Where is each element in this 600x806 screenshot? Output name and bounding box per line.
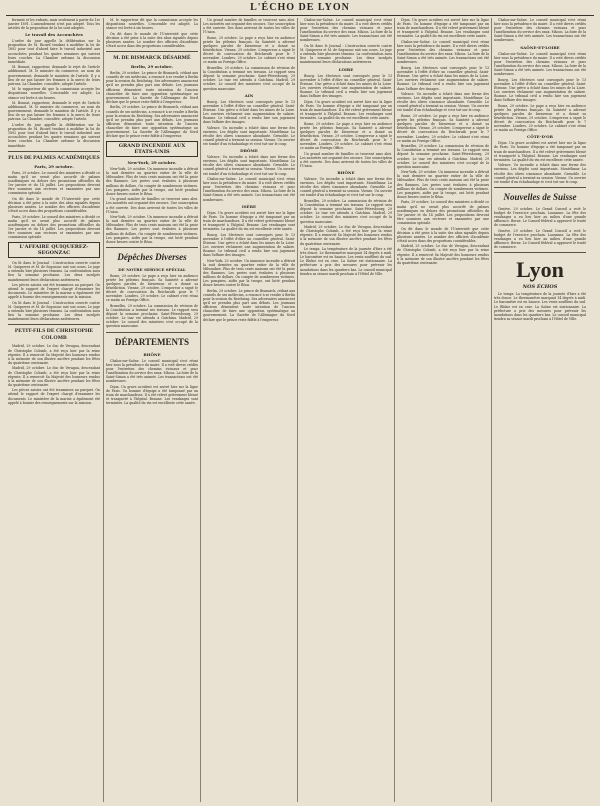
subheading: RHÔNE: [337, 170, 355, 176]
article-text: New-York, 29 octobre. Un immense incendie a détruit la nuit dernière un quartier entier de la ville de Milwaukee. Plus de trois cents maisons ont été la proie des flammes. Les pertes sont évaluées à plusieurs millions de dollars. On compte de nombreuses victimes. Les pompiers, aidés par la troupe, ont lutté pendant douze heures contre le fléau.: [203, 258, 295, 288]
article-text: New-York, 29 octobre. Un immense incendie a détruit la nuit dernière un quartier entier de la ville de Milwaukee. Plus de trois cents maisons ont été la proie des flammes. Les pertes sont évaluées à plusieurs millions de dollars. On compte de nombreuses victimes. Les pompiers, aidés par la troupe, ont lutté pendant douze heures contre le fléau.: [106, 167, 198, 196]
article-text: Le temps. La température de la journée d'hier a été très douce. Le thermomètre marquait 14 degrés à midi. Le baromètre est en hausse. Les vents soufflent du sud. Le Rhône est en crue. La Saône est stationnaire. La préfecture a pris des mesures pour prévenir les inondations dans les quartiers bas. Le conseil municipal tiendra sa séance mardi prochain à l'Hôtel de Ville.: [494, 292, 586, 321]
article-text: Chalon-sur-Saône. Le conseil municipal s'est réuni hier sous la présidence du maire. Il a voté divers crédits pour l'entretien des chemins vicinaux et pour l'amélioration du service des eaux. Mâcon. La foire de la Saint-Simon a été très animée. Les transactions ont été nombreuses.: [494, 18, 586, 43]
article-text: Paris, 29 octobre. Le conseil des ministres a décidé ce matin qu'il ne serait plus accordé de palmes académiques en dehors des promotions officielles du 1er janvier et du 14 juillet. Les propositions devront être soumises aux recteurs et examinées par une commission spéciale.: [8, 170, 100, 196]
article-text: Un grand nombre de familles se trouvent sans abri. Les autorités ont organisé des secours. Une souscription a été ouverte. Des dons arrivent de toutes les villes de l'Union.: [300, 151, 392, 168]
subheading: SAÔNE-ET-LOIRE: [520, 44, 560, 50]
article-text: Dijon. Un grave accident est arrivé hier sur la ligne de Paris. Un homme d'équipe a été tamponné par un train de marchandises. Il a été relevé grièvement blessé et transporté à l'hôpital. Beaune. Les vendanges sont terminées. La qualité du vin est excellente cette année.: [300, 99, 392, 120]
divider: [494, 252, 586, 253]
article-text: Valence. Un incendie a éclaté dans une ferme des environs. Les dégâts sont importants. Montélimar. La récolte des olives s'annonce abondante. Grenoble. Le conseil général a terminé sa session. Vienne. Un ouvrier est tombé d'un échafaudage et s'est tué sur le coup.: [203, 125, 295, 147]
divider: [494, 187, 586, 188]
article-text: ferment et les enfants, mais seulement à partir du 1er janvier 1891. L'amendement n'est pas adopté. Tous les articles de la proposition de la loi sont adoptés.: [8, 18, 100, 31]
article-text: Rome, 29 octobre. Le pape a reçu hier en audience privée les pèlerins français. Sa Sainteté a adressé quelques paroles de bienvenue et a donné sa bénédiction. Vienne, 29 octobre. L'empereur a signé le décret de convocation du Reichsrath pour le 7 novembre. Londres, 29 octobre. Le cabinet s'est réuni ce matin au Foreign Office.: [106, 273, 198, 303]
divider: [106, 51, 198, 52]
article-text: Madrid, 29 octobre. Le duc de Veragua, descendant de Christophe Colomb, a été reçu hier par la reine régente. Il a remercié Sa Majesté des honneurs rendus à la mémoire de son illustre ancêtre pendant les fêtes du quatrième centenaire.: [8, 344, 100, 365]
subheading: RHÔNE: [143, 351, 161, 357]
article-text: Bourg. Les électeurs sont convoqués pour le 13 novembre à l'effet d'élire un conseiller général. Saint-Étienne. Une grève a éclaté dans les mines de la Loire. Les ouvriers réclament une augmentation de salaire. Roanne. Le tribunal civil a rendu hier son jugement dans l'affaire des tissages.: [300, 73, 392, 98]
article-text: Valence. Un incendie a éclaté dans une ferme des environs. Les dégâts sont importants. Montélimar. La récolte des olives s'annonce abondante. Grenoble. Le conseil général a terminé sa session. Vienne. Un ouvrier est tombé d'un échafaudage et s'est tué sur le coup.: [300, 177, 392, 198]
article-text: Berlin, 29 octobre. Le prince de Bismarck, cédant aux conseils de ses médecins, a renoncé à se rendre à Berlin pour la session du Reichstag. Ses adversaires annoncent qu'il ne prendra plus part aux débats. Les journaux officieux démentent toute intention de l'ancien chancelier de faire une opposition systématique au gouvernement. La Gazette de l'Allemagne du Nord déclare que le prince reste fidèle à l'empereur.: [203, 288, 295, 322]
headline: PLUS DE PALMES ACADÉMIQUES: [8, 154, 100, 161]
article-text: L'ordre du jour appelle la délibération sur la proposition de M. Ricard tendant à modifier la loi de 1892 pour tout d'abord faire le travail industriel aux accouchées pendant les quatre semaines qui suivent leurs couches. La Chambre ordonne la discussion immédiate.: [8, 123, 100, 148]
column-3: [203, 18, 295, 802]
article-text: Rome, 29 octobre. Le pape a reçu hier en audience privée les pèlerins français. Sa Sainteté a adressé quelques paroles de bienvenue et a donné sa bénédiction. Vienne, 29 octobre. L'empereur a signé le décret de convocation du Reichsrath pour le 7 novembre. Londres, 29 octobre. Le cabinet s'est réuni ce matin au Foreign Office.: [203, 35, 295, 65]
article-text: Genève, 29 octobre. Le Grand Conseil a voté le budget de l'exercice prochain. Lausanne. La fête des vendanges a eu lieu hier au milieu d'une grande affluence. Berne. Le Conseil fédéral a approuvé le traité de commerce.: [494, 206, 586, 228]
article-text: Chalon-sur-Saône. Le conseil municipal s'est réuni hier sous la présidence du maire. Il a voté divers crédits pour l'entretien des chemins vicinaux et pour l'amélioration du service des eaux. Mâcon. La foire de la Saint-Simon a été très animée. Les transactions ont été nombreuses.: [106, 358, 198, 384]
article-text: Bruxelles, 29 octobre. La commission de révision de la Constitution a terminé ses travaux. Le rapport sera déposé la semaine prochaine. Saint-Pétersbourg, 29 octobre. Le tsar est attendu à Gatchina. Madrid, 29 octobre. Le conseil des ministres s'est occupé de la question marocaine.: [300, 199, 392, 224]
subheading: NOS ÉCHOS: [522, 284, 558, 291]
article-text: Rome, 29 octobre. Le pape a reçu hier en audience privée les pèlerins français. Sa Sainteté a adressé quelques paroles de bienvenue et a donné sa bénédiction. Vienne, 29 octobre. L'empereur a signé le décret de convocation du Reichsrath pour le 7 novembre. Londres, 29 octobre. Le cabinet s'est réuni ce matin au Foreign Office.: [300, 121, 392, 151]
article-text: Valence. Un incendie a éclaté dans une ferme des environs. Les dégâts sont importants. Montélimar. La récolte des olives s'annonce abondante. Grenoble. Le conseil général a terminé sa session. Vienne. Un ouvrier est tombé d'un échafaudage et s'est tué sur le coup.: [494, 163, 586, 184]
article-text: Bruxelles, 29 octobre. La commission de révision de la Constitution a terminé ses travaux. Le rapport sera déposé la semaine prochaine. Saint-Pétersbourg, 29 octobre. Le tsar est attendu à Gatchina. Madrid, 29 octobre. Le conseil des ministres s'est occupé de la question marocaine.: [106, 304, 198, 329]
article-text: Dijon. Un grave accident est arrivé hier sur la ligne de Paris. Un homme d'équipe a été tamponné par un train de marchandises. Il a été relevé grièvement blessé et transporté à l'hôpital. Beaune. Les vendanges sont terminées. La qualité du vin est excellente cette année.: [494, 141, 586, 162]
masthead: L'ÉCHO DE LYON: [250, 2, 350, 13]
article-text: Chalon-sur-Saône. Le conseil municipal s'est réuni hier sous la présidence du maire. Il a voté divers crédits pour l'entretien des chemins vicinaux et pour l'amélioration du service des eaux. Mâcon. La foire de la Saint-Simon a été très animée. Les transactions ont été nombreuses.: [494, 51, 586, 77]
subheading: Le travail des Accouchées: [25, 32, 83, 38]
article-text: Chalon-sur-Saône. Le conseil municipal s'est réuni hier sous la présidence du maire. Il a voté divers crédits pour l'entretien des chemins vicinaux et pour l'amélioration du service des eaux. Mâcon. La foire de la Saint-Simon a été très animée. Les transactions ont été nombreuses.: [203, 177, 295, 202]
article-text: Bourg. Les électeurs sont convoqués pour le 13 novembre à l'effet d'élire un conseiller général. Saint-Étienne. Une grève a éclaté dans les mines de la Loire. Les ouvriers réclament une augmentation de salaire. Roanne. Le tribunal civil a rendu hier son jugement dans l'affaire des tissages.: [397, 66, 489, 91]
article-text: Bruxelles, 29 octobre. La commission de révision de la Constitution a terminé ses travaux. Le rapport sera déposé la semaine prochaine. Saint-Pétersbourg, 29 octobre. Le tsar est attendu à Gatchina. Madrid, 29 octobre. Le conseil des ministres s'est occupé de la question marocaine.: [397, 144, 489, 169]
article-text: Les pièces saisies ont été transmises au parquet. On attend le rapport de l'expert chargé d'examiner les documents. Le ministère de la marine a également été appelé à fournir des renseignements sur la mission.: [8, 388, 100, 405]
article-text: Genève, 29 octobre. Le Grand Conseil a voté le budget de l'exercice prochain. Lausanne. La fête des vendanges a eu lieu hier au milieu d'une grande affluence. Berne. Le Conseil fédéral a approuvé le traité de commerce.: [494, 228, 586, 250]
article-text: On dit dans le monde de l'Université que cette décision a été prise à la suite des abus signalés depuis plusieurs années. Le nombre des officiers d'académie s'était accru dans des proportions considérables.: [397, 226, 489, 243]
dateline: DE NOTRE SERVICE SPÉCIAL: [118, 266, 186, 272]
article-text: Dijon. Un grave accident est arrivé hier sur la ligne de Paris. Un homme d'équipe a été tamponné par un train de marchandises. Il a été relevé grièvement blessé et transporté à l'hôpital. Beaune. Les vendanges sont terminées. La qualité du vin est excellente cette année.: [106, 384, 198, 405]
column-divider: [491, 18, 492, 802]
article-text: Paris, 29 octobre. Le conseil des ministres a décidé ce matin qu'il ne serait plus accordé de palmes académiques en dehors des promotions officielles du 1er janvier et du 14 juillet. Les propositions devront être soumises aux recteurs et examinées par une commission spéciale.: [397, 200, 489, 225]
headline-box: L'AFFAIRE QUIQUEREZ-SEGONZAC: [8, 242, 100, 258]
article-text: Berlin, 29 octobre. Le prince de Bismarck, cédant aux conseils de ses médecins, a renoncé à se rendre à Berlin pour la session du Reichstag. Ses adversaires annoncent qu'il ne prendra plus part aux débats. Les journaux officieux démentent toute intention de l'ancien chancelier de faire une opposition systématique au gouvernement. La Gazette de l'Allemagne du Nord déclare que le prince reste fidèle à l'empereur.: [106, 105, 198, 139]
article-text: M. le rapporteur dit que la commission accepte les dispositions nouvelles. L'ensemble est adopté. La séance est levée à six heures.: [106, 18, 198, 31]
article-text: L'ordre du jour appelle la délibération sur la proposition de M. Ricard tendant à modifier la loi de 1892 pour tout d'abord faire le travail industriel aux accouchées pendant les quatre semaines qui suivent leurs couches. La Chambre ordonne la discussion immédiate.: [8, 39, 100, 64]
divider: [106, 247, 198, 248]
article-text: Paris, 29 octobre. Le conseil des ministres a décidé ce matin qu'il ne serait plus accordé de palmes académiques en dehors des promotions officielles du 1er janvier et du 14 juillet. Les propositions devront être soumises aux recteurs et examinées par une commission spéciale.: [8, 214, 100, 240]
subheading: AIN: [244, 92, 254, 98]
article-text: Dijon. Un grave accident est arrivé hier sur la ligne de Paris. Un homme d'équipe a été tamponné par un train de marchandises. Il a été relevé grièvement blessé et transporté à l'hôpital. Beaune. Les vendanges sont terminées. La qualité du vin est excellente cette année.: [397, 18, 489, 39]
dateline: New-York, 29 octobre.: [127, 160, 177, 166]
article-text: Valence. Un incendie a éclaté dans une ferme des environs. Les dégâts sont importants. Montélimar. La récolte des olives s'annonce abondante. Grenoble. Le conseil général a terminé sa session. Vienne. Un ouvrier est tombé d'un échafaudage et s'est tué sur le coup.: [397, 92, 489, 113]
article-text: Bourg. Les électeurs sont convoqués pour le 13 novembre à l'effet d'élire un conseiller général. Saint-Étienne. Une grève a éclaté dans les mines de la Loire. Les ouvriers réclament une augmentation de salaire. Roanne. Le tribunal civil a rendu hier son jugement dans l'affaire des tissages.: [203, 232, 295, 258]
article-text: New-York, 29 octobre. Un immense incendie a détruit la nuit dernière un quartier entier de la ville de Milwaukee. Plus de trois cents maisons ont été la proie des flammes. Les pertes sont évaluées à plusieurs millions de dollars. On compte de nombreuses victimes. Les pompiers, aidés par la troupe, ont lutté pendant douze heures contre le fléau.: [397, 170, 489, 199]
article-text: Rome, 29 octobre. Le pape a reçu hier en audience privée les pèlerins français. Sa Sainteté a adressé quelques paroles de bienvenue et a donné sa bénédiction. Vienne, 29 octobre. L'empereur a signé le décret de convocation du Reichsrath pour le 7 novembre. Londres, 29 octobre. Le cabinet s'est réuni ce matin au Foreign Office.: [397, 114, 489, 143]
article-text: Un grand nombre de familles se trouvent sans abri. Les autorités ont organisé des secours. Une souscription a été ouverte. Des dons arrivent de toutes les villes de l'Union.: [203, 18, 295, 35]
article-text: Les pièces saisies ont été transmises au parquet. On attend le rapport de l'expert chargé d'examiner les documents. Le ministère de la marine a également été appelé à fournir des renseignements sur la mission.: [8, 283, 100, 300]
subheading: ISÈRE: [241, 203, 257, 209]
article-text: Madrid, 29 octobre. Le duc de Veragua, descendant de Christophe Colomb, a été reçu hier par la reine régente. Il a remercié Sa Majesté des honneurs rendus à la mémoire de son illustre ancêtre pendant les fêtes du quatrième centenaire.: [300, 225, 392, 246]
column-4: [300, 18, 392, 802]
article-text: On dit dans le monde de l'Université que cette décision a été prise à la suite des abus signalés depuis plusieurs années. Le nombre des officiers d'académie s'était accru dans des proportions considérables.: [106, 31, 198, 49]
article-text: Bruxelles, 29 octobre. La commission de révision de la Constitution a terminé ses travaux. Le rapport sera déposé la semaine prochaine. Saint-Pétersbourg, 29 octobre. Le tsar est attendu à Gatchina. Madrid, 29 octobre. Le conseil des ministres s'est occupé de la question marocaine.: [203, 66, 295, 91]
article-text: On lit dans le Journal : L'instruction ouverte contre M. Quiquerez et M. de Segonzac suit son cours. Le juge a entendu hier plusieurs témoins. La confrontation aura lieu la semaine prochaine. Les deux inculpés maintiennent leurs déclarations antérieures.: [300, 44, 392, 65]
headline: Dépêches Diverses: [117, 251, 187, 262]
divider: [8, 324, 100, 325]
section-title: Lyon: [516, 257, 564, 283]
column-divider: [297, 18, 298, 802]
headline: Nouvelles de Suisse: [503, 191, 577, 202]
article-text: Madrid, 29 octobre. Le duc de Veragua, descendant de Christophe Colomb, a été reçu hier par la reine régente. Il a remercié Sa Majesté des honneurs rendus à la mémoire de son illustre ancêtre pendant les fêtes du quatrième centenaire.: [397, 244, 489, 265]
article-text: New-York, 29 octobre. Un immense incendie a détruit la nuit dernière un quartier entier de la ville de Milwaukee. Plus de trois cents maisons ont été la proie des flammes. Les pertes sont évaluées à plusieurs millions de dollars. On compte de nombreuses victimes. Les pompiers, aidés par la troupe, ont lutté pendant douze heures contre le fléau.: [106, 215, 198, 244]
column-5: [397, 18, 489, 802]
column-divider: [200, 18, 201, 802]
masthead-rule: [6, 15, 594, 16]
article-text: Chalon-sur-Saône. Le conseil municipal s'est réuni hier sous la présidence du maire. Il a voté divers crédits pour l'entretien des chemins vicinaux et pour l'amélioration du service des eaux. Mâcon. La foire de la Saint-Simon a été très animée. Les transactions ont été nombreuses.: [300, 18, 392, 43]
headline-box: GRAND INCENDIE AUX ÉTATS-UNIS: [106, 141, 198, 157]
headline: M. DE BISMARCK DÉSARMÉ: [113, 55, 191, 62]
article-text: On lit dans le Journal : L'instruction ouverte contre M. Quiquerez et M. de Segonzac suit son cours. Le juge a entendu hier plusieurs témoins. La confrontation aura lieu la semaine prochaine. Les deux inculpés maintiennent leurs déclarations antérieures.: [8, 300, 100, 322]
column-1: [8, 18, 100, 802]
column-divider: [103, 18, 104, 802]
dateline: Berlin, 29 octobre.: [130, 64, 174, 70]
article-text: Un grand nombre de familles se trouvent sans abri. Les autorités ont organisé des secours. Une souscription a été ouverte. Des dons arrivent de toutes les villes de l'Union.: [106, 197, 198, 214]
article-text: Le temps. La température de la journée d'hier a été très douce. Le thermomètre marquait 14 degrés à midi. Le baromètre est en hausse. Les vents soufflent du sud. Le Rhône est en crue. La Saône est stationnaire. La préfecture a pris des mesures pour prévenir les inondations dans les quartiers bas. Le conseil municipal tiendra sa séance mardi prochain à l'Hôtel de Ville.: [300, 247, 392, 276]
article-text: Chalon-sur-Saône. Le conseil municipal s'est réuni hier sous la présidence du maire. Il a voté divers crédits pour l'entretien des chemins vicinaux et pour l'amélioration du service des eaux. Mâcon. La foire de la Saint-Simon a été très animée. Les transactions ont été nombreuses.: [397, 39, 489, 65]
subheading: CÔTE-D'OR: [527, 134, 553, 140]
column-6: [494, 18, 586, 802]
headline: DÉPARTEMENTS: [114, 336, 190, 347]
subheading: DRÔME: [240, 148, 258, 154]
article-text: Valence. Un incendie a éclaté dans une ferme des environs. Les dégâts sont importants. Montélimar. La récolte des olives s'annonce abondante. Grenoble. Le conseil général a terminé sa session. Vienne. Un ouvrier est tombé d'un échafaudage et s'est tué sur le coup.: [203, 155, 295, 176]
article-text: M. le rapporteur dit que la commission accepte les dispositions nouvelles. L'ensemble est adopté. La séance est levée à six heures.: [8, 87, 100, 100]
article-text: Bourg. Les électeurs sont convoqués pour le 13 novembre à l'effet d'élire un conseiller général. Saint-Étienne. Une grève a éclaté dans les mines de la Loire. Les ouvriers réclament une augmentation de salaire. Roanne. Le tribunal civil a rendu hier son jugement dans l'affaire des tissages.: [203, 99, 295, 125]
article-text: On dit dans le monde de l'Université que cette décision a été prise à la suite des abus signalés depuis plusieurs années. Le nombre des officiers d'académie s'était accru dans des proportions considérables.: [8, 196, 100, 213]
divider: [106, 332, 198, 333]
article-text: Madrid, 29 octobre. Le duc de Veragua, descendant de Christophe Colomb, a été reçu hier par la reine régente. Il a remercié Sa Majesté des honneurs rendus à la mémoire de son illustre ancêtre pendant les fêtes du quatrième centenaire.: [8, 366, 100, 387]
article-text: Rome, 29 octobre. Le pape a reçu hier en audience privée les pèlerins français. Sa Sainteté a adressé quelques paroles de bienvenue et a donné sa bénédiction. Vienne, 29 octobre. L'empereur a signé le décret de convocation du Reichsrath pour le 7 novembre. Londres, 29 octobre. Le cabinet s'est réuni ce matin au Foreign Office.: [494, 103, 586, 133]
divider: [8, 151, 100, 152]
headline: PETIT-FILS DE CHRISTOPHE COLOMB: [14, 328, 94, 342]
article-text: M. Bonnat, rapporteur, demande le rejet de l'article additionnel. M. le ministre du commerce, au nom du gouvernement, demande le maintien de l'article. Il y a lieu de ne pas laisser les femmes à la merci de leurs patrons. La Chambre, consultée, adopte l'article.: [8, 101, 100, 122]
dateline: Paris, 29 octobre.: [34, 163, 74, 169]
subheading: LOIRE: [338, 66, 354, 72]
article-text: Berlin, 29 octobre. Le prince de Bismarck, cédant aux conseils de ses médecins, a renoncé à se rendre à Berlin pour la session du Reichstag. Ses adversaires annoncent qu'il ne prendra plus part aux débats. Les journaux officieux démentent toute intention de l'ancien chancelier de faire une opposition systématique au gouvernement. La Gazette de l'Allemagne du Nord déclare que le prince reste fidèle à l'empereur.: [106, 71, 198, 104]
article-text: On lit dans le Journal : L'instruction ouverte contre M. Quiquerez et M. de Segonzac suit son cours. Le juge a entendu hier plusieurs témoins. La confrontation aura lieu la semaine prochaine. Les deux inculpés maintiennent leurs déclarations antérieures.: [8, 261, 100, 282]
article-text: Dijon. Un grave accident est arrivé hier sur la ligne de Paris. Un homme d'équipe a été tamponné par un train de marchandises. Il a été relevé grièvement blessé et transporté à l'hôpital. Beaune. Les vendanges sont terminées. La qualité du vin est excellente cette année.: [203, 210, 295, 232]
column-divider: [394, 18, 395, 802]
column-2: [106, 18, 198, 802]
article-text: Bourg. Les électeurs sont convoqués pour le 13 novembre à l'effet d'élire un conseiller général. Saint-Étienne. Une grève a éclaté dans les mines de la Loire. Les ouvriers réclament une augmentation de salaire. Roanne. Le tribunal civil a rendu hier son jugement dans l'affaire des tissages.: [494, 77, 586, 103]
article-text: M. Bonnat, rapporteur, demande le rejet de l'article additionnel. M. le ministre du commerce, au nom du gouvernement, demande le maintien de l'article. Il y a lieu de ne pas laisser les femmes à la merci de leurs patrons. La Chambre, consultée, adopte l'article.: [8, 65, 100, 86]
